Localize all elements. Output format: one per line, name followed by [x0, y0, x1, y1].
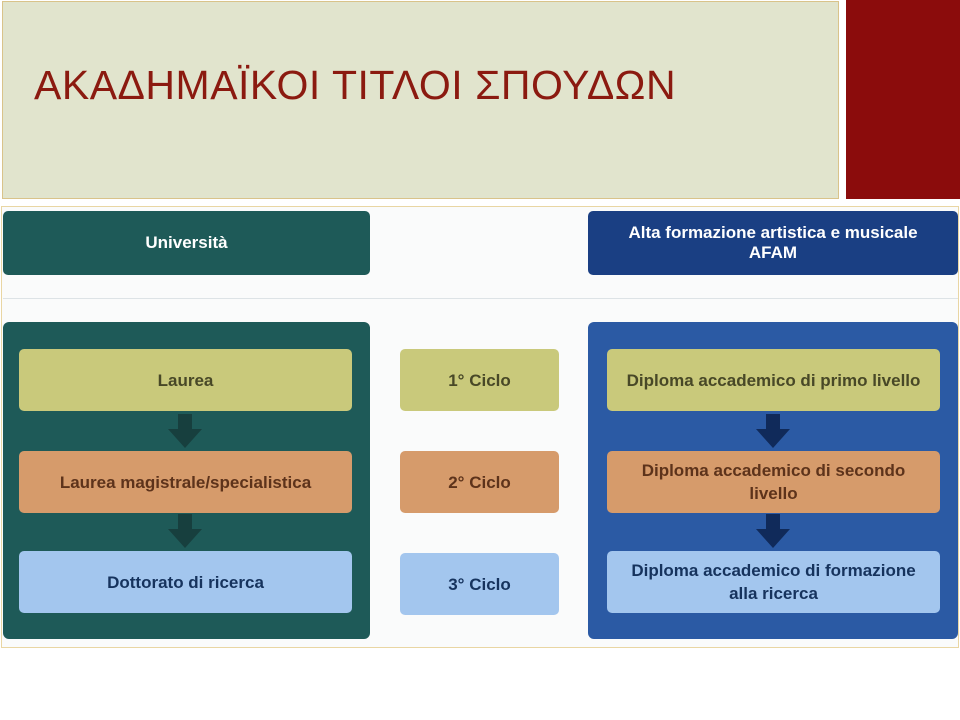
slide-title: ΑΚΑΔΗΜΑΪΚΟΙ ΤΙΤΛΟΙ ΣΠΟΥΔΩΝ — [34, 62, 677, 108]
divider — [3, 298, 958, 299]
step-label: Laurea — [157, 370, 214, 390]
afam-step-secondo-livello — [607, 451, 940, 513]
step-label: Diploma accademico di formazione alla ricerca — [631, 561, 916, 603]
cycle-1-label — [400, 349, 559, 411]
cycle-2-label — [400, 451, 559, 513]
step-label: Dottorato di ricerca — [107, 572, 264, 592]
step-label: Diploma accademico di primo livello — [626, 370, 921, 390]
cycle-label: 2° Ciclo — [448, 472, 511, 492]
afam-header-label: Alta formazione artistica e musicale — [628, 223, 918, 242]
down-arrow-icon — [168, 414, 202, 448]
afam-header — [588, 211, 958, 275]
university-header — [3, 211, 370, 275]
university-step-laurea — [19, 349, 352, 411]
cycle-label: 3° Ciclo — [448, 574, 511, 594]
university-step-magistrale — [19, 451, 352, 513]
afam-step-primo-livello — [607, 349, 940, 411]
cycle-label: 1° Ciclo — [448, 370, 511, 390]
afam-header-acronym: AFAM — [748, 243, 798, 262]
down-arrow-icon — [756, 514, 790, 548]
step-label: Diploma accademico di secondo livello — [641, 461, 906, 503]
university-step-dottorato — [19, 551, 352, 613]
accent-bar — [846, 0, 960, 199]
afam-step-formazione-ricerca — [607, 551, 940, 613]
step-label: Laurea magistrale/specialistica — [59, 472, 312, 492]
down-arrow-icon — [756, 414, 790, 448]
down-arrow-icon — [168, 514, 202, 548]
cycle-3-label — [400, 553, 559, 615]
university-header-label: Università — [145, 233, 228, 252]
